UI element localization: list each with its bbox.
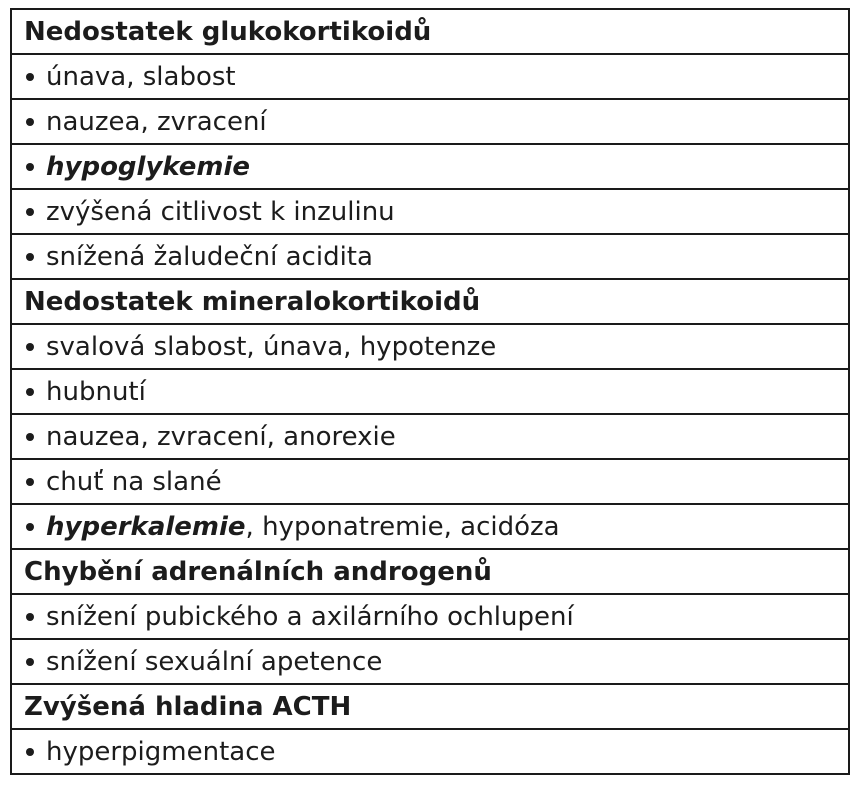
list-item [12, 460, 848, 505]
list-item [12, 325, 848, 370]
item-text: svalová slabost, únava, hypotenze [46, 331, 497, 362]
list-item [12, 145, 848, 190]
list-item [12, 640, 848, 685]
list-item [12, 415, 848, 460]
list-item [12, 235, 848, 280]
bullet-icon [26, 433, 34, 441]
list-item [12, 100, 848, 145]
item-text: hubnutí [46, 376, 146, 407]
item-text: zvýšená citlivost k inzulinu [46, 196, 395, 227]
bullet-icon [26, 613, 34, 621]
list-item-text [46, 151, 251, 182]
list-item-text [46, 376, 146, 407]
bullet-icon [26, 253, 34, 261]
symptom-table [10, 8, 850, 775]
list-item-text [46, 196, 395, 227]
item-text: chuť na slané [46, 466, 222, 497]
item-text: únava, slabost [46, 61, 236, 92]
list-item-text [46, 106, 267, 137]
bullet-icon [26, 478, 34, 486]
item-text: snížení pubického a axilárního ochlupení [46, 601, 574, 632]
item-text: nauzea, zvracení, anorexie [46, 421, 396, 452]
list-item-text [46, 331, 497, 362]
list-item-text [46, 511, 560, 542]
section-header: Zvýšená hladina ACTH [12, 685, 848, 730]
section-header: Nedostatek mineralokortikoidů [12, 280, 848, 325]
section-header: Chybění adrenálních androgenů [12, 550, 848, 595]
list-item-text [46, 241, 373, 272]
item-text: snížení sexuální apetence [46, 646, 383, 677]
list-item-text [46, 61, 236, 92]
list-item [12, 190, 848, 235]
emphasized-term: hypoglykemie [46, 151, 251, 182]
section-header: Nedostatek glukokortikoidů [12, 10, 848, 55]
bullet-icon [26, 523, 34, 531]
item-text: snížená žaludeční acidita [46, 241, 373, 272]
bullet-icon [26, 748, 34, 756]
bullet-icon [26, 343, 34, 351]
bullet-icon [26, 73, 34, 81]
list-item [12, 55, 848, 100]
list-item [12, 595, 848, 640]
item-text: nauzea, zvracení [46, 106, 267, 137]
item-text: , hyponatremie, acidóza [245, 511, 560, 542]
bullet-icon [26, 163, 34, 171]
item-text: hyperpigmentace [46, 736, 276, 767]
list-item-text [46, 646, 383, 677]
bullet-icon [26, 388, 34, 396]
list-item [12, 505, 848, 550]
bullet-icon [26, 118, 34, 126]
list-item-text [46, 601, 574, 632]
list-item [12, 730, 848, 775]
list-item [12, 370, 848, 415]
list-item-text [46, 421, 396, 452]
bullet-icon [26, 208, 34, 216]
emphasized-term: hyperkalemie [46, 511, 246, 542]
list-item-text [46, 466, 222, 497]
list-item-text [46, 736, 276, 767]
bullet-icon [26, 658, 34, 666]
